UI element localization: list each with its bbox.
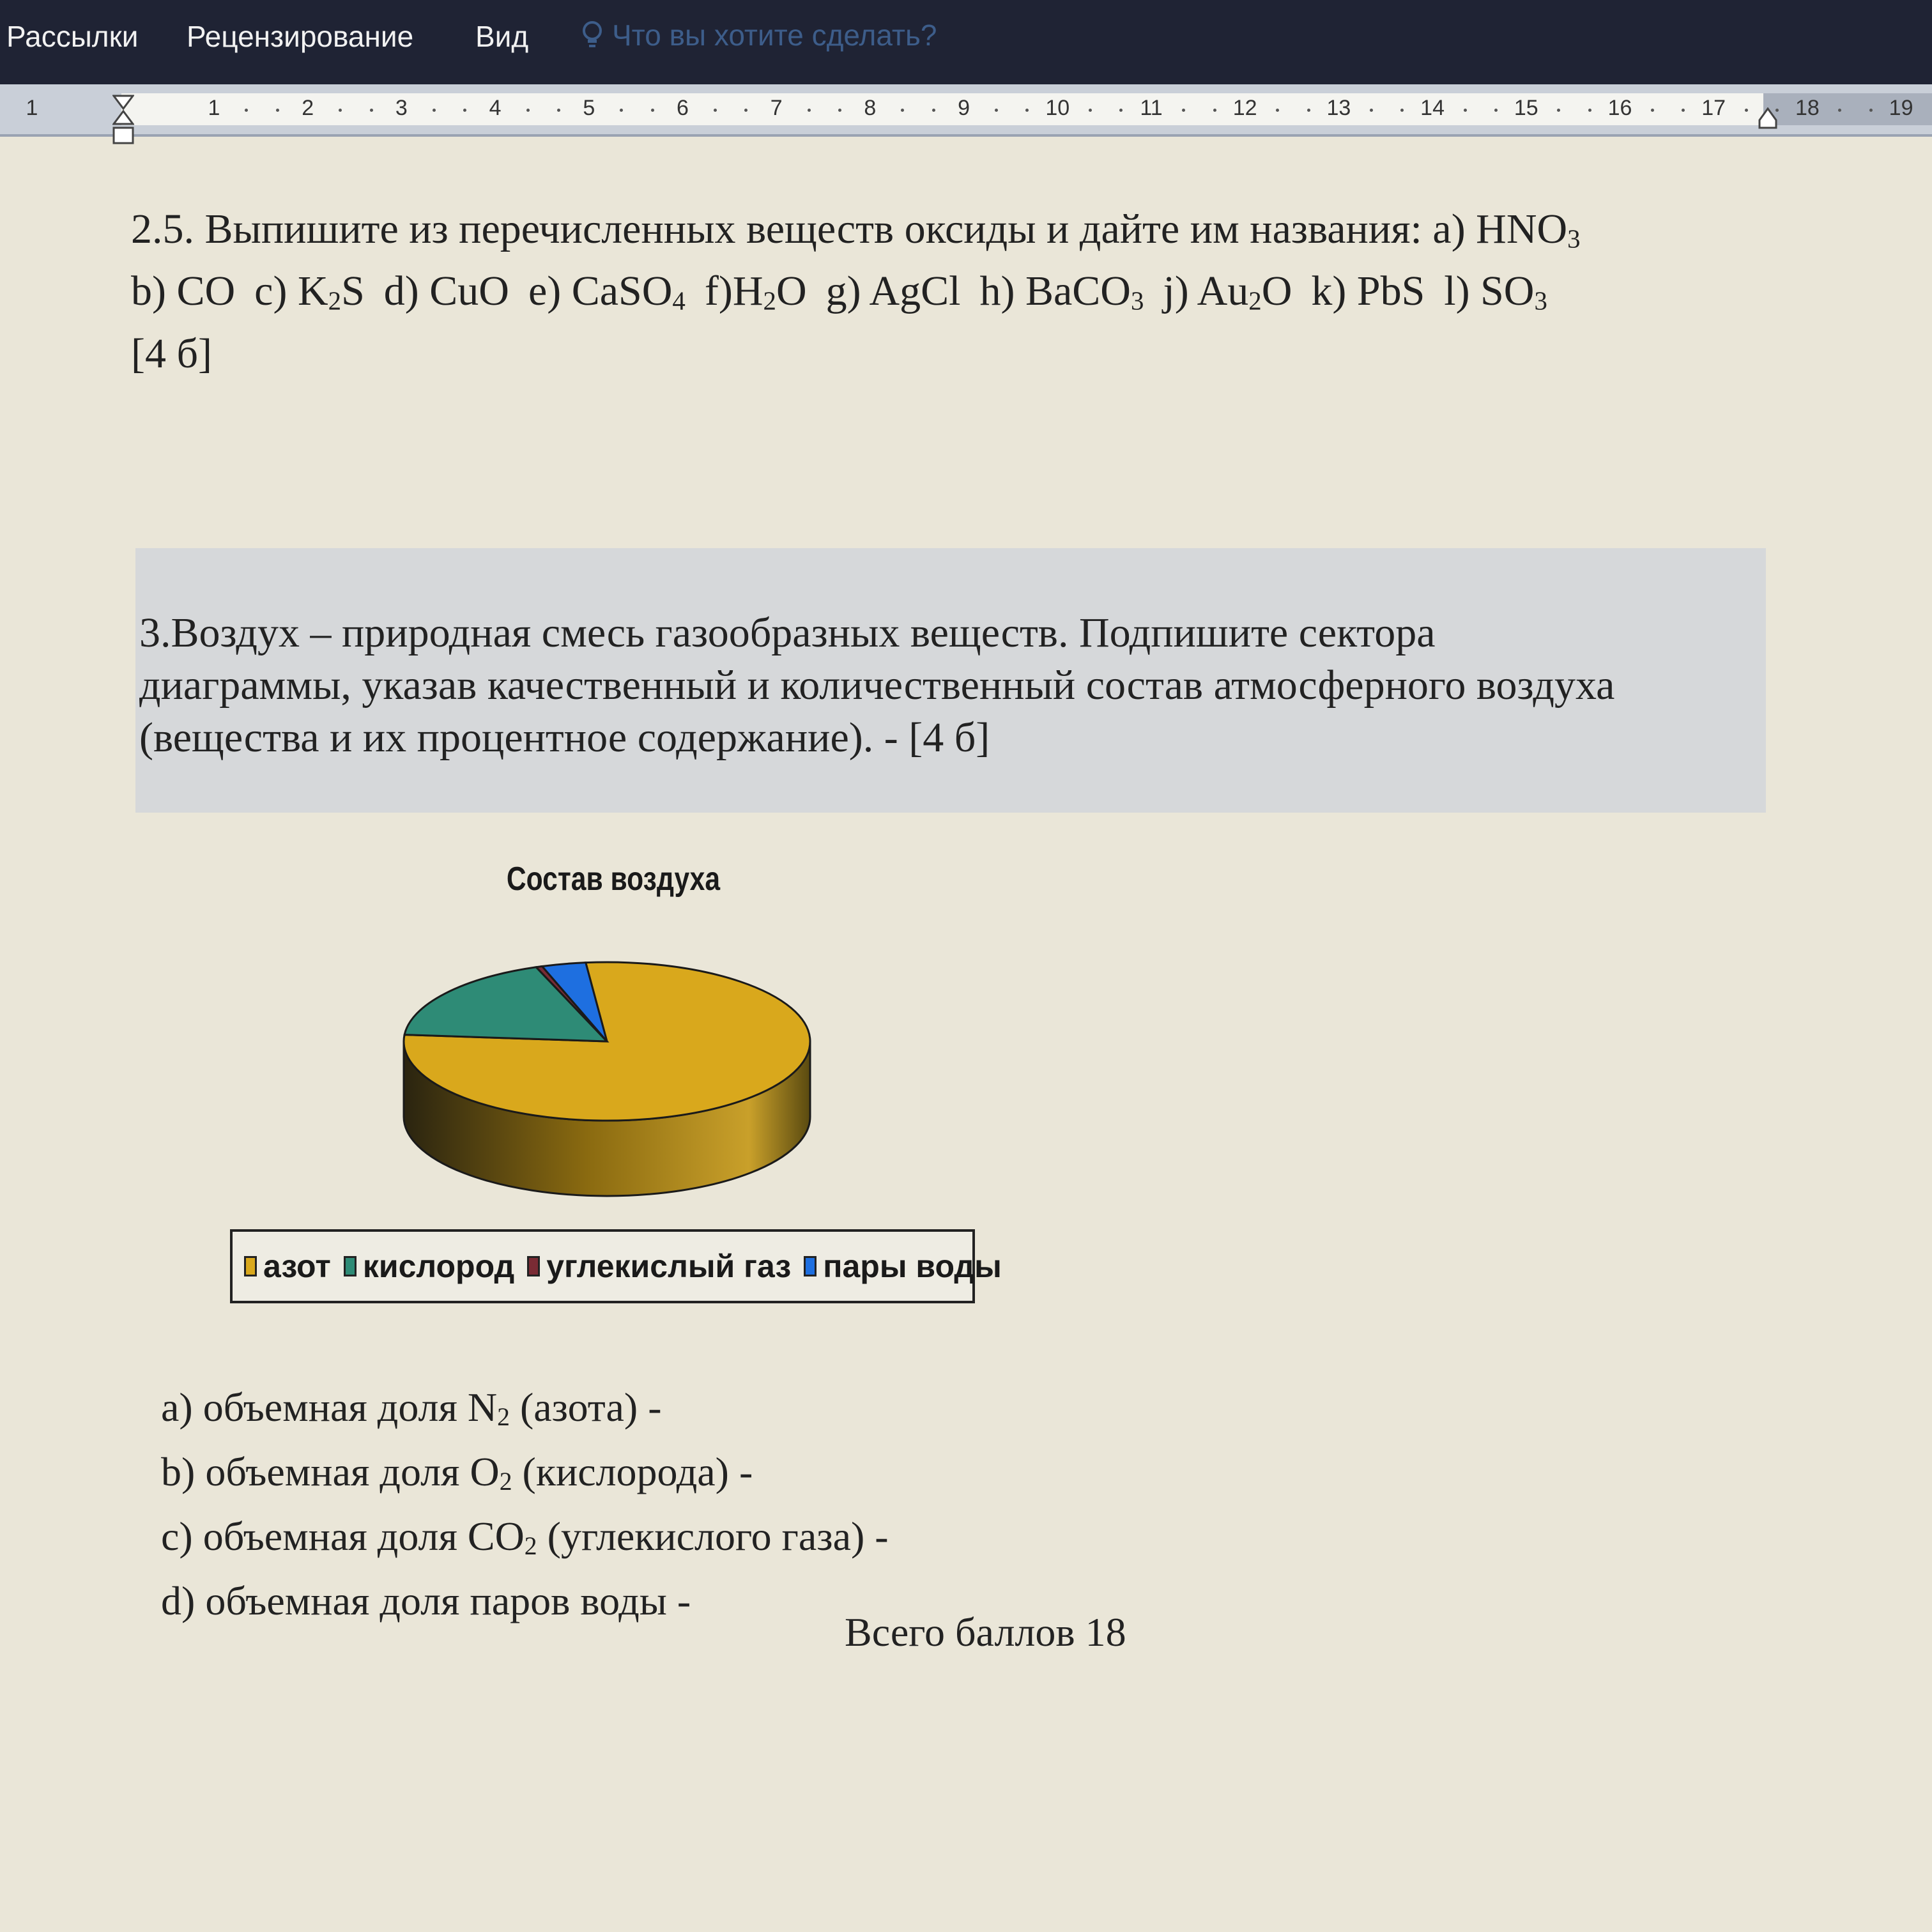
answer-a: a) объемная доля $N_2$ (азота) - — [161, 1384, 662, 1432]
ruler-tick — [1464, 109, 1467, 112]
formula-item: $f)H_2O$ — [704, 268, 807, 316]
legend-label: азот — [263, 1248, 331, 1284]
total-score: Всего баллов 18 — [845, 1609, 1126, 1655]
ruler-tick — [526, 109, 530, 112]
ruler-number: 15 — [1514, 96, 1538, 120]
ruler-number: 10 — [1045, 96, 1070, 120]
ruler-number: 1 — [208, 96, 220, 120]
legend-item — [244, 1248, 331, 1285]
indent-marker-icon[interactable] — [112, 95, 134, 146]
legend-swatch — [344, 1256, 356, 1276]
ruler-tick — [276, 109, 279, 112]
formula-item: c) $K_2S$ — [254, 268, 365, 316]
ruler-number: 18 — [1795, 96, 1820, 120]
ruler-number: 3 — [395, 96, 408, 120]
ruler-tick — [1213, 109, 1216, 112]
question-2-5-line1: 2.5. Выпишите из перечисленных веществ оксиды и дайте им названия: a) $HNO_3$ — [131, 206, 1581, 254]
formula-item: k) PbS — [1311, 268, 1425, 315]
legend-label: пары воды — [823, 1248, 1002, 1284]
tell-me-search[interactable] — [581, 18, 937, 52]
legend-item — [344, 1248, 514, 1285]
legend-item — [527, 1248, 791, 1285]
ruler-tick — [1307, 109, 1310, 112]
legend-label: кислород — [362, 1248, 515, 1284]
answer-lines — [161, 1380, 889, 1629]
formula-item: b) CO — [131, 268, 236, 315]
ruler-tick — [1651, 109, 1654, 112]
ruler-tick — [808, 109, 811, 112]
ruler-tick — [370, 109, 373, 112]
ruler-tick — [557, 109, 560, 112]
ruler-number: 7 — [770, 96, 783, 120]
question-3-line1: 3.Воздух – природная смесь газообразных веществ. Подпишите сектора — [139, 610, 1436, 656]
legend-swatch — [244, 1256, 257, 1276]
formula-item: g) AgCl — [825, 268, 961, 315]
question-3-line2: диаграммы, указав качественный и количественный состав атмосферного воздуха — [139, 662, 1615, 709]
formula-item: l) $SO_3$ — [1444, 268, 1547, 316]
question-3 — [139, 607, 1762, 764]
tell-me-placeholder: Что вы хотите сделать? — [612, 19, 937, 52]
ruler-number: 4 — [489, 96, 502, 120]
answer-c: c) объемная доля $CO_2$ (углекислого газа) - — [161, 1514, 889, 1561]
formula-item: e) CaSO$_4$ — [528, 268, 686, 316]
answer-b: b) объемная доля $O_2$ (кислорода) - — [161, 1449, 753, 1496]
ruler-tick — [1869, 109, 1873, 112]
ruler-tick — [1588, 109, 1591, 112]
ruler-number: 9 — [958, 96, 970, 120]
ruler-number: 14 — [1420, 96, 1445, 120]
chart-legend — [230, 1229, 1002, 1303]
ruler-number: 19 — [1889, 96, 1913, 120]
ruler-tick — [995, 109, 998, 112]
ruler-number: 11 — [1140, 96, 1163, 120]
ruler-tick — [1745, 109, 1748, 112]
ruler-tick — [932, 109, 935, 112]
ruler-number: 16 — [1607, 96, 1632, 120]
ruler-tick — [651, 109, 654, 112]
legend-item — [804, 1248, 1002, 1285]
ribbon-bar — [0, 0, 1932, 84]
formula-item: j) $Au_2O$ — [1163, 268, 1292, 316]
tab-view[interactable]: Вид — [475, 20, 529, 53]
ruler-number: 6 — [677, 96, 689, 120]
ruler-tick — [1370, 109, 1373, 112]
ruler-tick — [838, 109, 841, 112]
question-2-5-items — [131, 265, 1767, 327]
formula-item: h) BaCO$_3$ — [979, 268, 1144, 316]
ruler-tick — [1494, 109, 1498, 112]
answer-d: d) объемная доля паров воды - — [161, 1578, 691, 1624]
tab-review[interactable]: Рецензирование — [187, 20, 414, 53]
legend-swatch — [804, 1256, 816, 1276]
question-2-5-points: [4 б] — [131, 330, 213, 377]
tab-mailings[interactable]: Рассылки — [6, 20, 139, 53]
horizontal-ruler[interactable] — [0, 84, 1932, 137]
chart-title: Состав воздуха — [506, 861, 721, 898]
ruler-tick — [433, 109, 436, 112]
ruler-tick — [1089, 109, 1092, 112]
ruler-number: 12 — [1232, 96, 1257, 120]
ruler-number: 17 — [1701, 96, 1726, 120]
ruler-tick — [714, 109, 717, 112]
ruler-number: 13 — [1326, 96, 1351, 120]
legend-swatch — [527, 1256, 540, 1276]
ruler-number: 8 — [864, 96, 877, 120]
question-2-5 — [131, 203, 1767, 380]
ruler-number: 5 — [583, 96, 595, 120]
question-3-line3: (вещества и их процентное содержание). - [4 б] — [139, 714, 990, 761]
ruler-number: 1 — [26, 96, 38, 120]
lightbulb-icon — [581, 20, 603, 50]
air-composition-chart[interactable] — [230, 843, 1061, 1329]
legend-label: углекислый газ — [546, 1248, 792, 1284]
right-indent-marker-icon[interactable] — [1758, 107, 1777, 129]
ruler-number: 2 — [302, 96, 314, 120]
formula-item: d) CuO — [383, 268, 509, 315]
